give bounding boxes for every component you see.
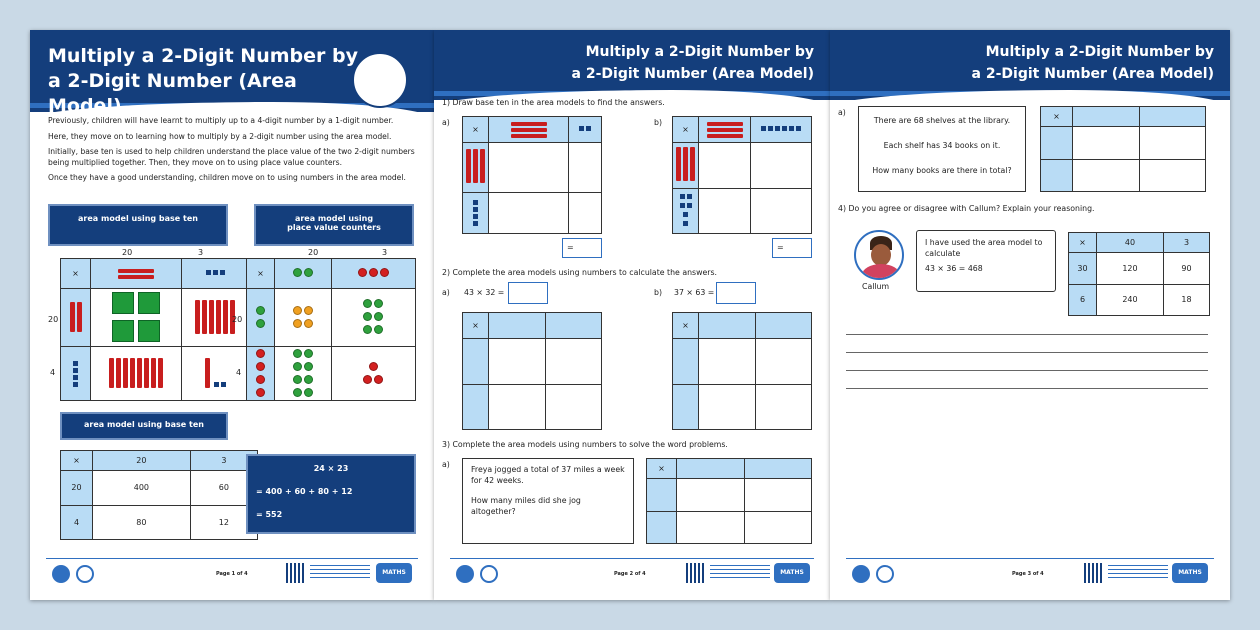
intro-text: Previously, children will have learnt to multiply up to a 4-digit number by a 1-digit number. Here, they move on to learning how to multiply by a 2-digit number using the area model. Initially, base ten is used to help children understand the place value of the two 2-digit numbers being multiplied together. Then, they move on to using place value counters. Once they have a good understanding, children move on to using numbers in the area model. (48, 116, 415, 182)
character-name: Callum (862, 282, 890, 291)
page-header (30, 30, 434, 117)
worksheet-page-1: Multiply a 2-Digit Number by a 2-Digit Number (Area Model) Previously, children will have learnt to multiply up to a 4-digit number by a 1-digit number. Here, they move on to learning how to multiply by a 2-digit number using the area model. Initially, base ten is used to help children understand the place value of the two 2-digit numbers being multiplied together. Then, they move on to using place value counters. Once they have a good understanding, children move on to using numbers in the area model. area model using base ten area model using place value counters 20 3 20 4 × 20 3 20 4 × area model using base ten × 20 3 20 400 60 4 80 12 24 × 23 = 400 + 60 + 80 + 12 = 552 Page 1 of 4 MATHS (30, 30, 434, 600)
page-number: Page 3 of 4 (1012, 571, 1044, 577)
word-problem-a: Freya jogged a total of 37 miles a week for 42 weeks. How many miles did she jog altogether? (462, 458, 634, 544)
question-1: 1) Draw base ten in the area models to find the answers. (442, 98, 665, 107)
question-3: 3) Complete the area models using numbers to solve the word problems. (442, 440, 728, 449)
area-model-3a: × (646, 458, 812, 544)
page-number: Page 2 of 4 (614, 571, 646, 577)
twinkl-logo-icon (456, 565, 474, 583)
area-model-2b: × (672, 312, 812, 430)
answer-box-2a[interactable] (508, 282, 548, 304)
area-model-library: × (1040, 106, 1206, 192)
calculation-box: 24 × 23 = 400 + 60 + 80 + 12 = 552 (246, 454, 416, 534)
box-place-value-label: area model using place value counters (254, 204, 414, 246)
footer-text-lines (710, 565, 770, 581)
twinkl-logo-icon (852, 565, 870, 583)
callum-avatar (854, 230, 904, 280)
check-badge-icon (76, 565, 94, 583)
question-4: 4) Do you agree or disagree with Callum? Explain your reasoning. (838, 204, 1095, 213)
worksheet-page-3: Multiply a 2-Digit Number by a 2-Digit Number (Area Model) a) There are 68 shelves at the library. Each shelf has 34 books on it. How many books are there in total? × 4) Do you agree or disagree with Callum? Explain your reasoning. Callum I have used the area model to calculate 43 × 36 = 468 × 40 3 30 120 90 6 240 18 Page 3 of 4 MATHS (830, 30, 1230, 600)
box-base-ten-label: area model using base ten (48, 204, 228, 246)
page-footer (46, 558, 418, 586)
twinkl-logo-icon (52, 565, 70, 583)
area-model-2a: × (462, 312, 602, 430)
page-footer (450, 558, 814, 586)
page-title: Multiply a 2-Digit Number by a 2-Digit Number (Area Model) (571, 44, 814, 82)
question-2: 2) Complete the area models using numbers to calculate the answers. (442, 268, 718, 277)
base-ten-grid-b: × (672, 116, 812, 234)
qr-code-icon (286, 563, 306, 583)
base-ten-area-model: × (60, 258, 250, 401)
header-circle (352, 52, 408, 108)
page-title: Multiply a 2-Digit Number by a 2-Digit Number (Area Model) (48, 45, 358, 117)
writing-line[interactable] (846, 352, 1208, 353)
footer-text-lines (1108, 565, 1168, 581)
maths-app-logo: MATHS (376, 563, 412, 583)
numbers-area-model: × 20 3 20 400 60 4 80 12 (60, 450, 258, 540)
maths-app-logo: MATHS (774, 563, 810, 583)
box-numbers-label: area model using base ten (60, 412, 228, 440)
maths-app-logo: MATHS (1172, 563, 1208, 583)
qr-code-icon (1084, 563, 1104, 583)
writing-line[interactable] (846, 370, 1208, 371)
qr-code-icon (686, 563, 706, 583)
page-header (434, 30, 830, 100)
answer-box-2b[interactable] (716, 282, 756, 304)
base-ten-grid-a: × (462, 116, 602, 234)
answer-box-a[interactable]: = (562, 238, 602, 258)
answer-box-b[interactable]: = (772, 238, 812, 258)
page-footer (846, 558, 1214, 586)
check-badge-icon (480, 565, 498, 583)
place-value-counters-model: × (246, 258, 416, 401)
writing-line[interactable] (846, 388, 1208, 389)
footer-text-lines (310, 565, 370, 581)
callum-area-model: × 40 3 30 120 90 6 240 18 (1068, 232, 1210, 316)
speech-bubble: I have used the area model to calculate 43 × 36 = 468 (916, 230, 1056, 292)
page-title: Multiply a 2-Digit Number by a 2-Digit Number (Area Model) (971, 44, 1214, 82)
check-badge-icon (876, 565, 894, 583)
word-problem-library: There are 68 shelves at the library. Each shelf has 34 books on it. How many books are there in total? (858, 106, 1026, 192)
writing-line[interactable] (846, 334, 1208, 335)
page-number: Page 1 of 4 (216, 571, 248, 577)
page-header (830, 30, 1230, 100)
worksheet-page-2: Multiply a 2-Digit Number by a 2-Digit Number (Area Model) 1) Draw base ten in the area models to find the answers. a) b) × = × = 2) Complete the area models using numbers to calculate the answers. a) 43 × 32 = b) 37 × 63 = × × 3) Complete the area models using numbers to solve the word problems. a) Freya jogged a total of 37 miles a week for 42 weeks. How many miles did she jog altogether? × Page 2 of 4 MATHS (434, 30, 830, 600)
